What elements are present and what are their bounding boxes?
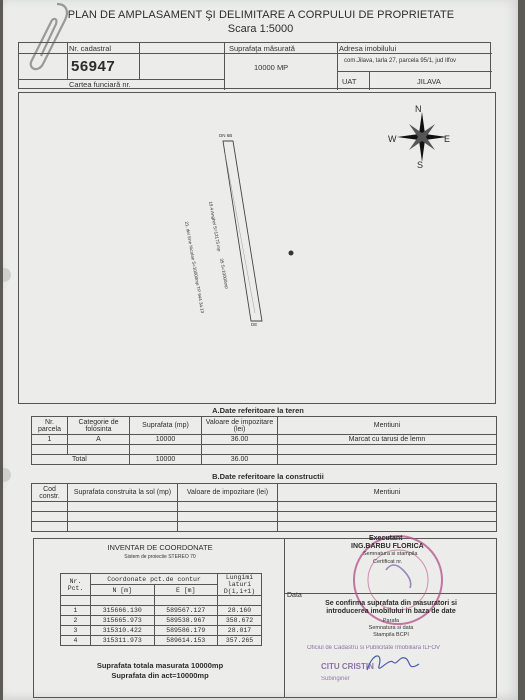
parafa-label: Parafa [382,618,400,624]
uat-value: JILAVA [417,77,441,86]
carte-funciara-label: Cartea funciară nr. [69,80,131,89]
col-suprafata: Suprafata (mp) [130,417,202,435]
document-scale: Scara 1:5000 [227,23,294,35]
document-title: PLAN DE AMPLASAMENT ŞI DELIMITARE A CORPULUI DE PROPRIETATE [67,9,455,21]
nr-cadastral-label: Nr. cadastral [69,44,112,53]
executant-semnatura: Semnatura si stampila [363,551,418,557]
person-title-text: Subinginer [321,676,350,682]
cell-suprafata: 10000 [130,435,202,445]
compass-north: N [415,104,422,114]
col-coordonate: Coordonate pct.de contur [91,574,218,585]
col-n: N [m] [91,585,155,596]
person-stamp-text: CITU CRISTIN [321,662,374,671]
total-value: 36.00 [202,455,278,465]
punch-hole [3,268,11,282]
col-valoare-constr: Valoare de impozitare (lei) [178,484,278,502]
document-page [3,0,518,700]
inventory-system: Sistem de proiectie STEREO 70 [124,554,196,560]
col-nr-parcela: Nr. parcela [32,417,68,435]
table-row: 2 315665.973 589538.967 358.672 [61,616,262,626]
total-act: Suprafata din act=10000mp [111,671,209,680]
cell-parcela: 1 [32,435,68,445]
compass-east: E [444,134,451,144]
inventory-title: INVENTAR DE COORDONATE [107,543,213,552]
map-top-label: DN 6B [219,133,233,138]
coordinates-table [60,573,262,646]
section-a-table [31,416,497,465]
suprafata-label: Suprafaţa măsurată [229,44,295,53]
section-a-title: A.Date referitoare la teren [212,406,304,415]
executant-certificat: Certificat nr. [373,559,403,565]
cell-valoare: 36.00 [202,435,278,445]
compass-south: S [417,160,424,170]
col-mentiuni: Mentiuni [278,417,497,435]
adresa-value: com.Jilava, tarla 27, parcela 95/1, jud Ilfov [344,58,457,64]
total-measured: Suprafata totala masurata 10000mp [96,661,224,670]
map-bottom-label: DE [251,322,258,327]
table-row: 3 315310.422 589586.179 28.017 [61,626,262,636]
table-row: 4 315311.973 589614.153 357.265 [61,636,262,646]
map-side-text-2: 19.4 Anghel S=12175 mp [208,201,222,252]
compass-west: W [388,134,397,144]
punch-hole [3,468,11,482]
stampila-label: Stampila BCPI [373,632,409,638]
col-suprafata-constr: Suprafata construita la sol (mp) [68,484,178,502]
confirm-text-1: Se confirma suprafata din masuratori si [325,600,457,607]
col-lungimi: Lungimi laturi D(i,i+1) [218,574,262,596]
table-row: 1 315666.130 589567.127 28.160 [61,606,262,616]
suprafata-value: 10000 MP [254,63,289,72]
total-label: Total [32,455,130,465]
total-row [32,455,497,465]
col-mentiuni-constr: Mentiuni [278,484,497,502]
col-categorie: Categorie de folosinta [68,417,130,435]
inventory-box [33,538,285,698]
parcel-outline [223,141,262,321]
col-e: E [m] [154,585,218,596]
map-length-text: 35 S=10000mp [219,258,230,290]
confirm-text-2: introducerea imobilului in baza de date [326,608,456,615]
total-area: 10000 [130,455,202,465]
office-stamp-text: Oficiul de Cadastru si Publicitate Imobiliara ILFOV [307,645,441,651]
section-a-header-row [32,417,497,435]
executant-name: ING.BARBU FLORICA [351,543,424,550]
map-side-text-1: 21. de/ Ene Nicolae S=10000mp TP 944 3a.13 [184,221,206,314]
section-b-header-row [32,484,497,502]
col-cod-constr: Cod constr. [32,484,68,502]
section-b-table [31,483,497,532]
parcel-inner-line [225,153,255,313]
cell-categorie: A [68,435,130,445]
nr-cadastral-value: 56947 [71,58,116,75]
table-row [32,435,497,445]
semnatura-label: Semnatura si data [368,625,414,631]
signature-icon [363,648,423,678]
section-b-title: B.Date referitoare la constructii [212,472,324,481]
adresa-label: Adresa imobilului [339,44,397,53]
col-valoare: Valoare de impozitare (lei) [202,417,278,435]
executant-label: Executant [369,535,403,542]
data-label: Data [287,592,302,599]
col-nr-pct: Nr. Pct. [61,574,91,596]
map-dot [289,251,294,256]
cell-mentiuni: Marcat cu tarusi de lemn [278,435,497,445]
uat-label: UAT [342,77,357,86]
